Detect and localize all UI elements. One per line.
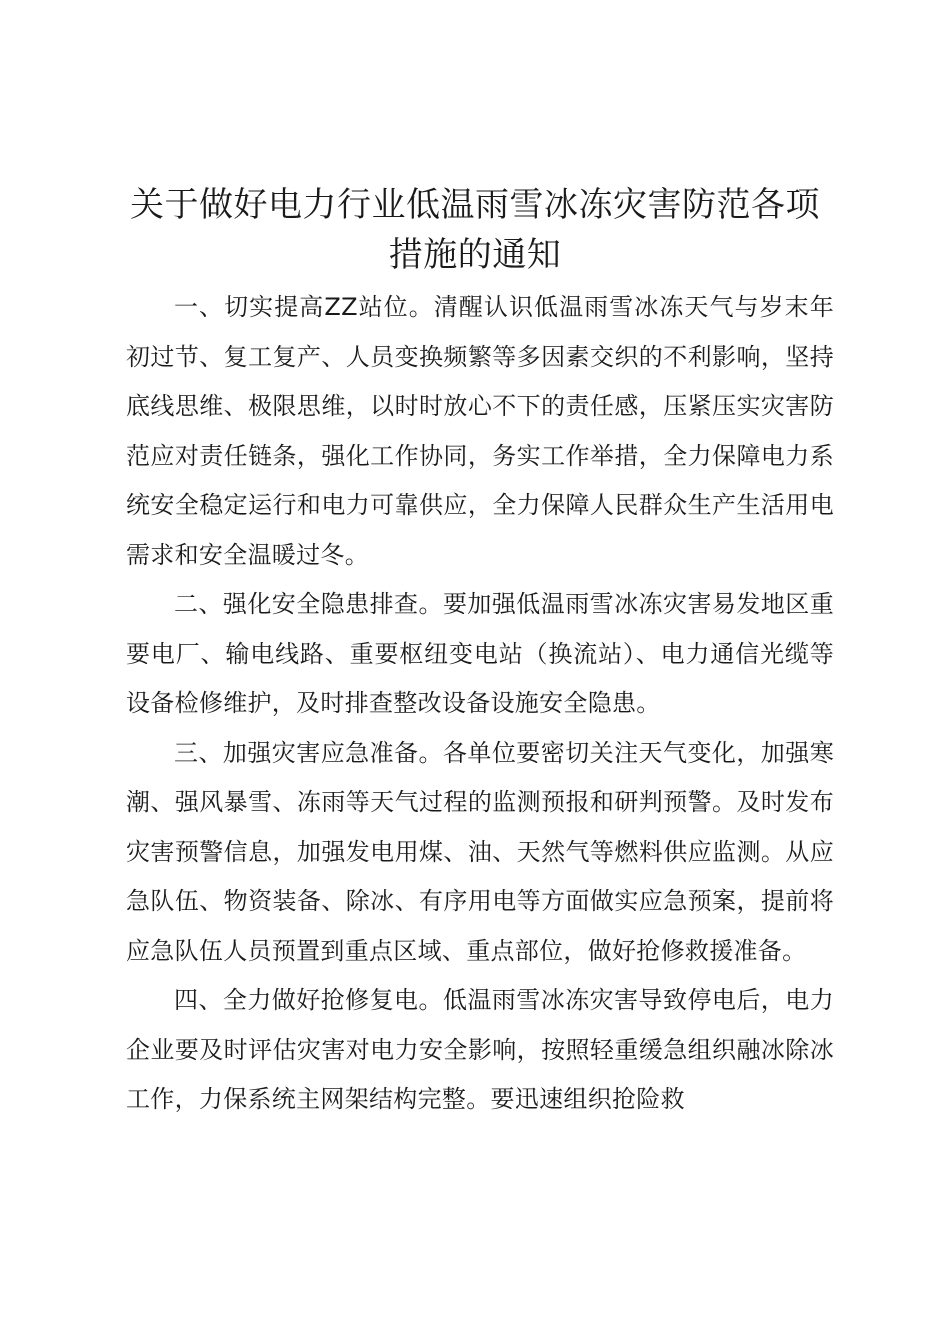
paragraph-2: 二、强化安全隐患排查。要加强低温雨雪冰冻灾害易发地区重要电厂、输电线路、重要枢纽变电站（换流站）、电力通信光缆等设备检修维护，及时排查整改设备设施安全隐患。 <box>126 590 834 717</box>
document-title: 关于做好电力行业低温雨雪冰冻灾害防范各项措施的通知 <box>130 185 820 275</box>
document-body <box>126 283 834 1125</box>
paragraph-4: 四、全力做好抢修复电。低温雨雪冰冻灾害导致停电后，电力企业要及时评估灾害对电力安全影响，按照轻重缓急组织融冰除冰工作，力保系统主网架结构完整。要迅速组织抢险救 <box>126 986 834 1113</box>
paragraph-3: 三、加强灾害应急准备。各单位要密切关注天气变化，加强寒潮、强风暴雪、冻雨等天气过程的监测预报和研判预警。及时发布灾害预警信息，加强发电用煤、油、天然气等燃料供应监测。从应急队伍、物资装备、除冰、有序用电等方面做实应急预案，提前将应急队伍人员预置到重点区域、重点部位，做好抢修救援准备。 <box>126 738 834 965</box>
paragraph-1: 一、切实提高ZZ站位。清醒认识低温雨雪冰冻天气与岁末年初过节、复工复产、人员变换频繁等多因素交织的不利影响，坚持底线思维、极限思维，以时时放心不下的责任感，压紧压实灾害防范应对责任链条，强化工作协同，务实工作举措，全力保障电力系统安全稳定运行和电力可靠供应，全力保障人民群众生产生活用电需求和安全温暖过冬。 <box>126 293 834 569</box>
